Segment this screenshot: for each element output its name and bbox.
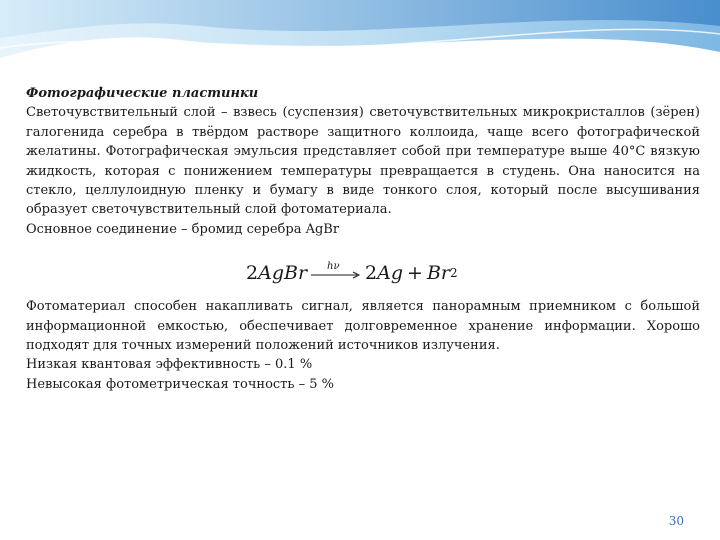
description-paragraph: Светочувствительный слой – взвесь (суспензия) светочувствительных микрокристаллов (зёрен) галогенида серебра в твёрдом растворе защитного коллоида, чаще всего фотографической желатины. Фотографическая эмульсия представляет собой при температуре выше 40°С вязкую жидкость, которая с понижением температуры превращается в студень. Она наносится на стекло, целлулоидную пленку и бумагу в виде тонкого слоя, который после высушивания образует светочувствительный слой фотоматериала.	[26, 105, 700, 218]
equation-right-species-2: Br	[426, 261, 450, 284]
equation-right-coefficient: 2	[365, 261, 378, 284]
reaction-arrow-icon	[309, 263, 363, 283]
quantum-efficiency-line: Низкая квантовая эффективность – 0.1 %	[26, 357, 313, 373]
equation-subscript: 2	[449, 265, 458, 280]
slide-body	[26, 84, 700, 394]
page-number: 30	[668, 514, 684, 528]
properties-paragraph: Фотоматериал способен накапливать сигнал, является панорамным приемником с большой информационной емкостью, обеспечивает долговременное хранение информации. Хорошо подходят для точных измерений положений источников излучения.	[26, 299, 700, 354]
compound-line: Основное соединение – бромид серебра AgBr	[26, 221, 340, 237]
header-wave-decoration	[0, 0, 720, 80]
section-heading: Фотографические пластинки	[26, 86, 259, 101]
reaction-equation	[246, 255, 700, 283]
equation-left-coefficient: 2	[246, 261, 259, 284]
equation-right-species-1: Ag	[377, 261, 404, 284]
equation-left-species: AgBr	[258, 261, 308, 284]
photometric-accuracy-line: Невысокая фотометрическая точность – 5 %	[26, 376, 334, 392]
arrow-label: hν	[327, 261, 340, 273]
equation-plus: +	[407, 261, 423, 284]
